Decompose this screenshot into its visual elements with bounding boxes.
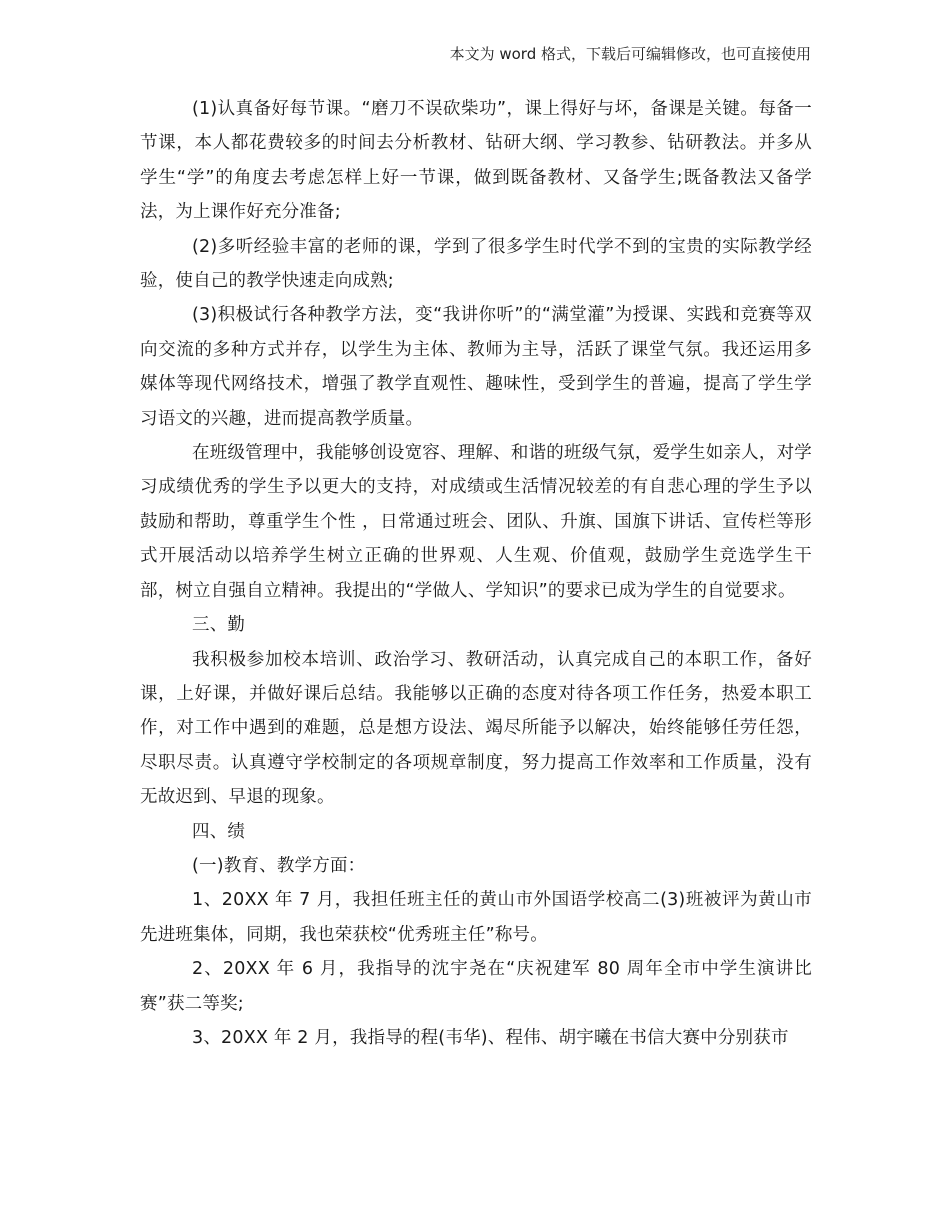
subheading-education-teaching: (一)教育、教学方面：: [192, 855, 366, 876]
paragraph-prepare-lessons: (1)认真备好每节课。“磨刀不误砍柴功”，课上得好与坏，备课是关键。每备一节课，本人都花费较多的时间去分析教材、钻研大纲、学习教参、钻研教法。并多从学生“学”的角度去考虑怎样上好一节课，做到既备教材、又备学生;既备教法又备学法，为上课作好充分准备;: [140, 99, 812, 223]
list-item-achievement-3: 3、20XX 年 2 月，我指导的程(韦华)、程伟、胡宇曦在书信大赛中分别获市: [192, 1027, 789, 1048]
list-item-achievement-1: 1、20XX 年 7 月，我担任班主任的黄山市外国语学校高二(3)班被评为黄山市先进班集体，同期，我也荣获校“优秀班主任”称号。: [140, 890, 812, 945]
paragraph-teaching-methods: (3)积极试行各种教学方法，变“我讲你听”的“满堂灌”为授课、实践和竞赛等双向交流的多种方式并存，以学生为主体、教师为主导，活跃了课堂气氛。我还运用多媒体等现代网络技术，增强了教学直观性、趣味性，受到学生的普遍，提高了学生学习语文的兴趣，进而提高教学质量。: [140, 305, 812, 429]
section-heading-diligence: 三、勤: [192, 615, 246, 636]
section-heading-achievements: 四、绩: [192, 821, 246, 842]
paragraph-diligence: 我积极参加校本培训、政治学习、教研活动，认真完成自己的本职工作，备好课，上好课，并做好课后总结。我能够以正确的态度对待各项工作任务，热爱本职工作，对工作中遇到的难题，总是想方设法、竭尽所能予以解决，始终能够任劳任怨，尽职尽责。认真遵守学校制定的各项规章制度，努力提高工作效率和工作质量，没有无故迟到、早退的现象。: [140, 649, 812, 808]
paragraph-class-management: 在班级管理中，我能够创设宽容、理解、和谐的班级气氛，爱学生如亲人，对学习成绩优秀的学生予以更大的支持，对成绩或生活情况较差的有自悲心理的学生予以鼓励和帮助，尊重学生个性 ，日常通过班会、团队、升旗、国旗下讲话、宣传栏等形式开展活动以培养学生树立正确的世界观、人生观、价值观，鼓励学生竞选学生干部，树立自强自立精神。我提出的“学做人、学知识”的要求已成为学生的自觉要求。: [140, 443, 812, 601]
paragraph-observe-classes: (2)多听经验丰富的老师的课，学到了很多学生时代学不到的宝贵的实际教学经验，使自己的教学快速走向成熟;: [140, 236, 812, 292]
document-body: [140, 92, 812, 1055]
header-note: 本文为 word 格式，下载后可编辑修改，也可直接使用: [449, 45, 811, 63]
list-item-achievement-2: 2、20XX 年 6 月，我指导的沈宇尧在“庆祝建军 80 周年全市中学生演讲比赛”获二等奖;: [140, 959, 812, 1014]
